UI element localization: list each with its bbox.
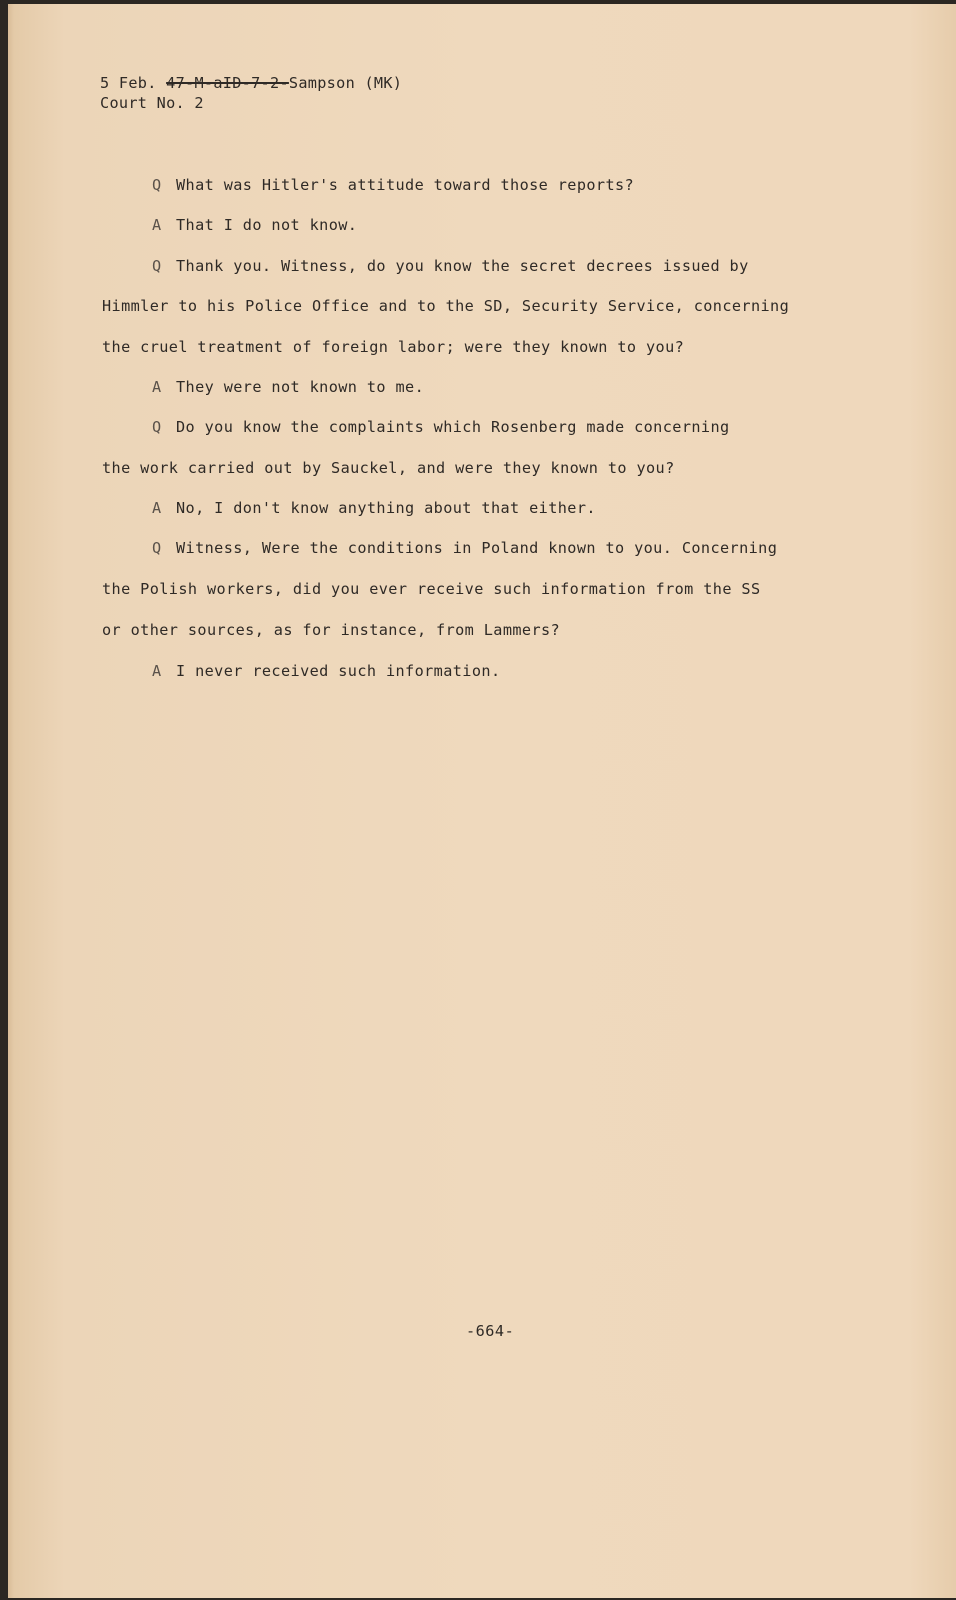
speaker-marker: Q [152,539,162,557]
speaker-marker: Q [152,257,162,275]
transcript-text: What was Hitler's attitude toward those reports? [176,176,635,194]
transcript-text: Witness, Were the conditions in Poland known to you. Concerning [176,539,778,557]
document-page [8,4,956,1598]
transcript-line [152,662,500,680]
header-struck-reference: 47-M-aID-7-2- [166,74,289,92]
header-reporter: Sampson (MK) [288,74,403,92]
speaker-marker: A [152,216,162,234]
transcript-continuation: Himmler to his Police Office and to the SD, Security Service, concerning [102,297,790,315]
transcript-text: No, I don't know anything about that either. [176,499,596,517]
page-number: -664- [466,1322,515,1340]
speaker-marker: Q [152,176,162,194]
transcript-text: That I do not know. [176,216,358,234]
transcript-continuation: the work carried out by Sauckel, and were they known to you? [102,459,675,477]
transcript-line [152,257,749,275]
transcript-line [152,499,596,517]
transcript-continuation: the Polish workers, did you ever receive such information from the SS [102,580,761,598]
speaker-marker: A [152,662,162,680]
speaker-marker: A [152,378,162,396]
transcript-text: Thank you. Witness, do you know the secret decrees issued by [176,257,749,275]
transcript-text: Do you know the complaints which Rosenberg made concerning [176,418,730,436]
header-reference [100,74,402,92]
transcript-line [152,539,777,557]
speaker-marker: Q [152,418,162,436]
transcript-text: I never received such information. [176,662,501,680]
header-court: Court No. 2 [100,94,204,112]
transcript-line [152,418,730,436]
transcript-continuation: or other sources, as for instance, from Lammers? [102,621,561,639]
transcript-line [152,176,634,194]
header-date: 5 Feb. [100,74,157,92]
transcript-text: They were not known to me. [176,378,425,396]
transcript-line [152,216,357,234]
transcript-line [152,378,424,396]
transcript-continuation: the cruel treatment of foreign labor; were they known to you? [102,338,685,356]
speaker-marker: A [152,499,162,517]
